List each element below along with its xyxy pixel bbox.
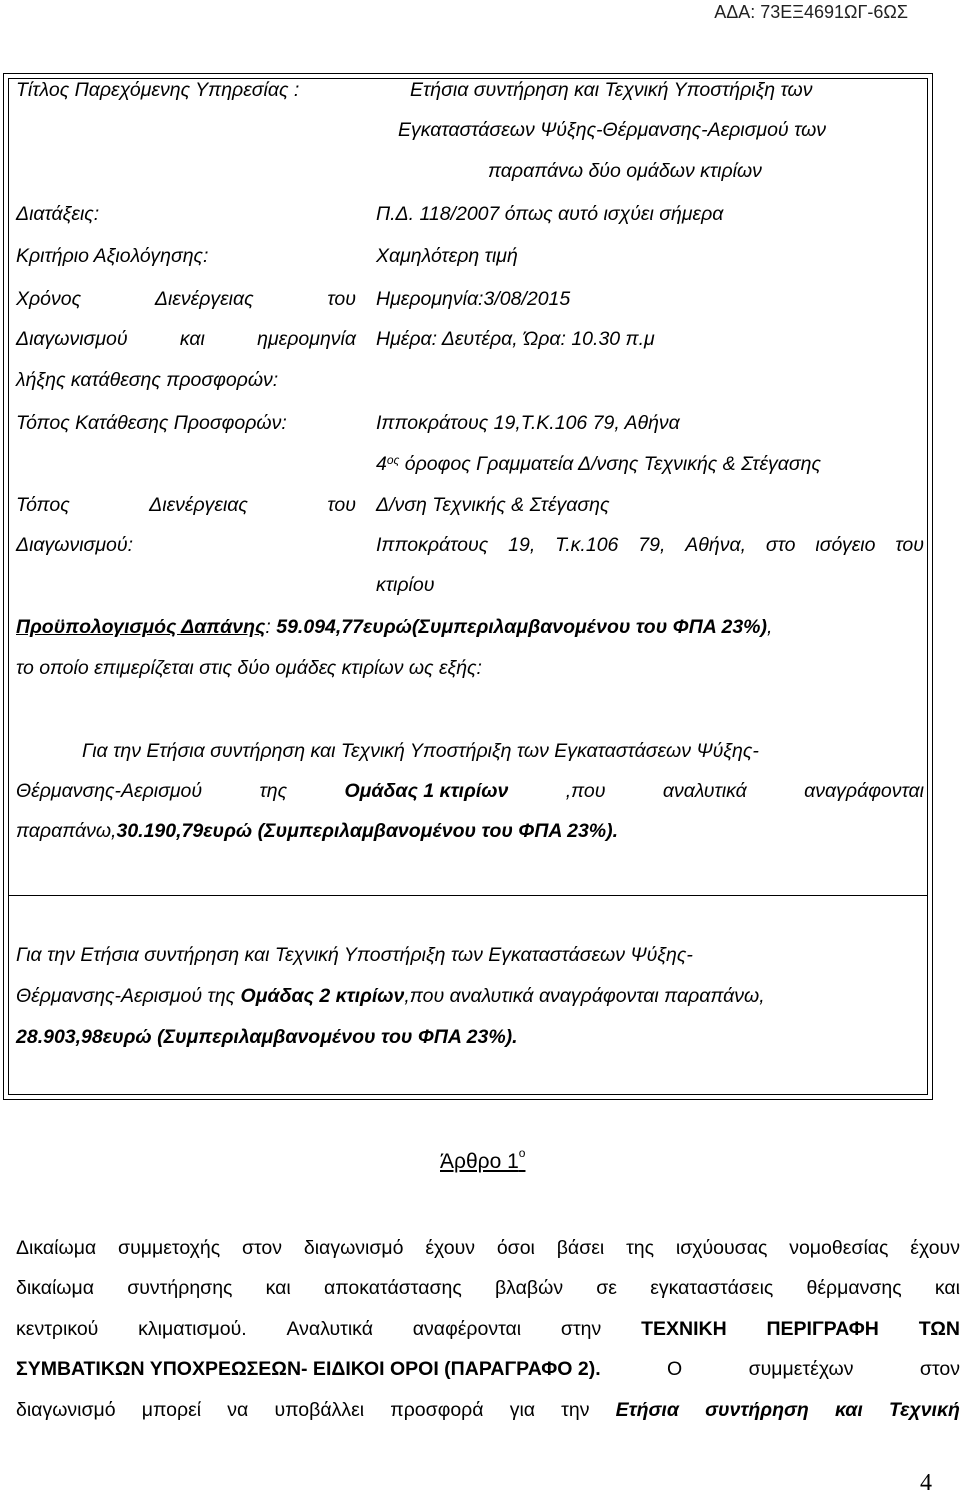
article-line-1: Δικαίωμα συμμετοχής στον διαγωνισμό έχουν όσοι βάσει της ισχύουσας νομοθεσίας έχουν: [16, 1237, 960, 1259]
title-value-line-1: Ετήσια συντήρηση και Τεχνική Υποστήριξη των: [410, 79, 813, 101]
time-label-line-3: λήξης κατάθεσης προσφορών:: [16, 369, 279, 391]
article-line-5: διαγωνισμό μπορεί να υποβάλλει προσφορά για την Ετήσια συντήρηση και Τεχνική: [16, 1399, 960, 1421]
place-conduct-label-line-2: Διαγωνισμού:: [16, 534, 133, 556]
time-label-line-2: Διαγωνισμού και ημερομηνία: [16, 328, 356, 350]
budget-line-1: Προϋπολογισμός Δαπάνης: 59.094,77ευρώ(Συμπεριλαμβανομένου του ΦΠΑ 23%),: [16, 616, 773, 638]
article-line-4: ΣΥΜΒΑΤΙΚΩΝ ΥΠΟΧΡΕΩΣΕΩΝ- ΕΙΔΙΚΟΙ ΟΡΟΙ (ΠΑΡΑΓΡΑΦΟ 2). Ο συμμετέχων στον: [16, 1358, 960, 1380]
criterion-label: Κριτήριο Αξιολόγησης:: [16, 245, 209, 267]
group1-line-2: Θέρμανσης-Αερισμού της Ομάδας 1 κτιρίων ,που αναλυτικά αναγράφονται: [16, 780, 924, 802]
budget-line-2: το οποίο επιμερίζεται στις δύο ομάδες κτιρίων ως εξής:: [16, 657, 482, 679]
article-line-3: κεντρικού κλιματισμού. Αναλυτικά αναφέρονται στην ΤΕΧΝΙΚΗ ΠΕΡΙΓΡΑΦΗ ΤΩΝ: [16, 1318, 960, 1340]
title-value-line-2: Εγκαταστάσεων Ψύξης-Θέρμανσης-Αερισμού των: [398, 119, 827, 141]
group2-line-1: Για την Ετήσια συντήρηση και Τεχνική Υποστήριξη των Εγκαταστάσεων Ψύξης-: [16, 944, 693, 966]
article-title: Άρθρο $1^o$: [440, 1146, 526, 1173]
place-submit-value-1: Ιπποκράτους 19,Τ.Κ.106 79, Αθήνα: [376, 412, 680, 434]
place-conduct-value-3: κτιρίου: [376, 574, 435, 596]
page-number: 4: [920, 1470, 932, 1496]
group1-line-1: Για την Ετήσια συντήρηση και Τεχνική Υποστήριξη των Εγκαταστάσεων Ψύξης-: [82, 740, 759, 762]
group1-line-3: παραπάνω,30.190,79ευρώ (Συμπεριλαμβανομένου του ΦΠΑ 23%).: [16, 820, 619, 842]
place-conduct-value-1: Δ/νση Τεχνικής & Στέγασης: [376, 494, 610, 516]
time-value-date: Ημερομηνία:3/08/2015: [376, 288, 571, 310]
article-line-2: δικαίωμα συντήρησης και αποκατάστασης βλαβών σε εγκαταστάσεις θέρμανσης και: [16, 1277, 960, 1299]
decrees-label: Διατάξεις:: [16, 203, 100, 225]
time-label-line-1: Χρόνος Διενέργειας του: [16, 288, 356, 310]
group2-line-2: Θέρμανσης-Αερισμού της Ομάδας 2 κτιρίων,που αναλυτικά αναγράφονται παραπάνω,: [16, 985, 765, 1007]
time-value-day: Ημέρα: Δευτέρα, Ώρα: 10.30 π.μ: [376, 328, 655, 350]
decrees-value: Π.Δ. 118/2007 όπως αυτό ισχύει σήμερα: [376, 203, 724, 225]
title-value-line-3: παραπάνω δύο ομάδων κτιρίων: [488, 160, 762, 182]
criterion-value: Χαμηλότερη τιμή: [376, 245, 518, 267]
place-conduct-value-2: Ιπποκράτους 19, Τ.κ.106 79, Αθήνα, στο ισόγειο του: [376, 534, 924, 556]
title-label: Τίτλος Παρεχόμενης Υπηρεσίας :: [16, 79, 300, 101]
place-conduct-label-line-1: Τόπος Διενέργειας του: [16, 494, 356, 516]
place-submit-label: Τόπος Κατάθεσης Προσφορών:: [16, 412, 287, 434]
place-submit-value-2: $4^{o\varsigma}$ όροφος Γραμματεία Δ/νσης Τεχνικής & Στέγασης: [376, 453, 821, 475]
group-divider: [8, 895, 928, 896]
ada-code: ΑΔΑ: 73ΕΞ4691ΩΓ-6ΩΣ: [714, 2, 908, 22]
group2-line-3: 28.903,98ευρώ (Συμπεριλαμβανομένου του ΦΠΑ 23%).: [16, 1026, 518, 1048]
